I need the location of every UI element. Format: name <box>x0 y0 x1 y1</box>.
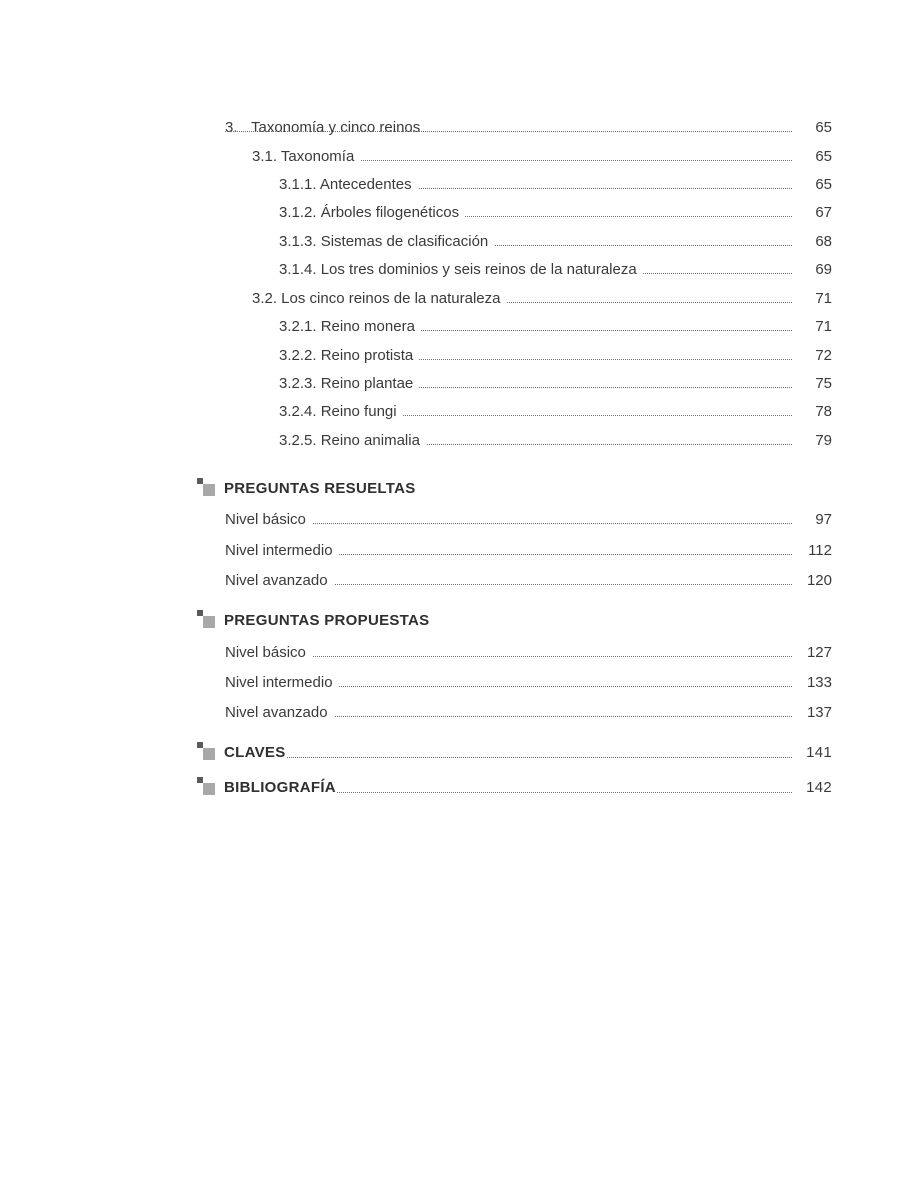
entry-label: 3.2.1. Reino monera <box>279 315 421 339</box>
section-bullet-icon <box>197 777 217 797</box>
page-number: 78 <box>815 403 832 420</box>
toc-entry[interactable] <box>0 671 923 695</box>
entry-label: 3.2.4. Reino fungi <box>279 400 403 424</box>
section-title: CLAVES <box>224 740 287 766</box>
toc-entry[interactable] <box>0 372 923 396</box>
page-number: 71 <box>815 318 832 335</box>
dot-leader <box>225 131 792 132</box>
entry-label: Nivel intermedio <box>225 539 339 563</box>
entry-label: 3.2.5. Reino animalia <box>279 429 426 453</box>
toc-entry[interactable] <box>0 230 923 254</box>
section-heading-preguntas-propuestas[interactable] <box>0 610 923 636</box>
entry-label: Nivel intermedio <box>225 671 339 695</box>
page-number: 127 <box>806 644 832 661</box>
chapter-number: 3. <box>225 119 238 136</box>
entry-label: 3.1.1. Antecedentes <box>279 173 418 197</box>
entry-label: 3.2. Los cinco reinos de la naturaleza <box>252 287 507 311</box>
toc-entry[interactable] <box>0 344 923 368</box>
section-bullet-icon <box>197 478 217 498</box>
toc-chapter-3[interactable] <box>0 116 923 140</box>
page-number: 120 <box>806 572 832 589</box>
toc-entry[interactable] <box>0 315 923 339</box>
entry-label: 3.2.2. Reino protista <box>279 344 419 368</box>
section-heading-claves[interactable] <box>0 742 923 768</box>
page-number: 137 <box>806 704 832 721</box>
section-title: PREGUNTAS RESUELTAS <box>224 476 417 502</box>
page-number: 79 <box>815 432 832 449</box>
toc-entry[interactable] <box>0 429 923 453</box>
entry-label: Nivel avanzado <box>225 701 334 725</box>
entry-label: Nivel básico <box>225 641 312 665</box>
page-number: 75 <box>815 375 832 392</box>
page-number: 67 <box>815 204 832 221</box>
dot-leader <box>224 757 792 758</box>
toc-entry[interactable] <box>0 258 923 282</box>
toc-entry[interactable] <box>0 569 923 593</box>
entry-label: 3.1.3. Sistemas de clasificación <box>279 230 494 254</box>
page-number: 141 <box>806 744 832 761</box>
page-number: 69 <box>815 261 832 278</box>
toc-entry[interactable] <box>0 287 923 311</box>
section-heading-bibliografia[interactable] <box>0 777 923 803</box>
toc-entry[interactable] <box>0 508 923 532</box>
page-number: 133 <box>806 674 832 691</box>
section-bullet-icon <box>197 742 217 762</box>
toc-entry[interactable] <box>0 201 923 225</box>
toc-entry[interactable] <box>0 400 923 424</box>
entry-label: 3.1.4. Los tres dominios y seis reinos de la naturaleza <box>279 258 643 282</box>
section-bullet-icon <box>197 610 217 630</box>
chapter-title: Taxonomía y cinco reinos <box>251 119 421 136</box>
page-number: 97 <box>815 511 832 528</box>
page-number: 65 <box>815 119 832 136</box>
page-number: 112 <box>808 542 832 559</box>
page-number: 142 <box>806 779 832 796</box>
page-number: 68 <box>815 233 832 250</box>
toc-entry[interactable] <box>0 173 923 197</box>
section-title: PREGUNTAS PROPUESTAS <box>224 608 430 634</box>
page-number: 65 <box>815 148 832 165</box>
page-number: 65 <box>815 176 832 193</box>
entry-label: 3.1.2. Árboles filogenéticos <box>279 201 465 225</box>
page-number: 71 <box>815 290 832 307</box>
page-number: 72 <box>815 347 832 364</box>
section-title: BIBLIOGRAFÍA <box>224 775 337 801</box>
toc-entry[interactable] <box>0 641 923 665</box>
entry-label: Nivel avanzado <box>225 569 334 593</box>
toc-entry[interactable] <box>0 539 923 563</box>
entry-label: Nivel básico <box>225 508 312 532</box>
section-heading-preguntas-resueltas[interactable] <box>0 478 923 504</box>
entry-label: 3.1. Taxonomía <box>252 145 360 169</box>
entry-label: 3.2.3. Reino plantae <box>279 372 419 396</box>
toc-entry[interactable] <box>0 145 923 169</box>
toc-entry[interactable] <box>0 701 923 725</box>
